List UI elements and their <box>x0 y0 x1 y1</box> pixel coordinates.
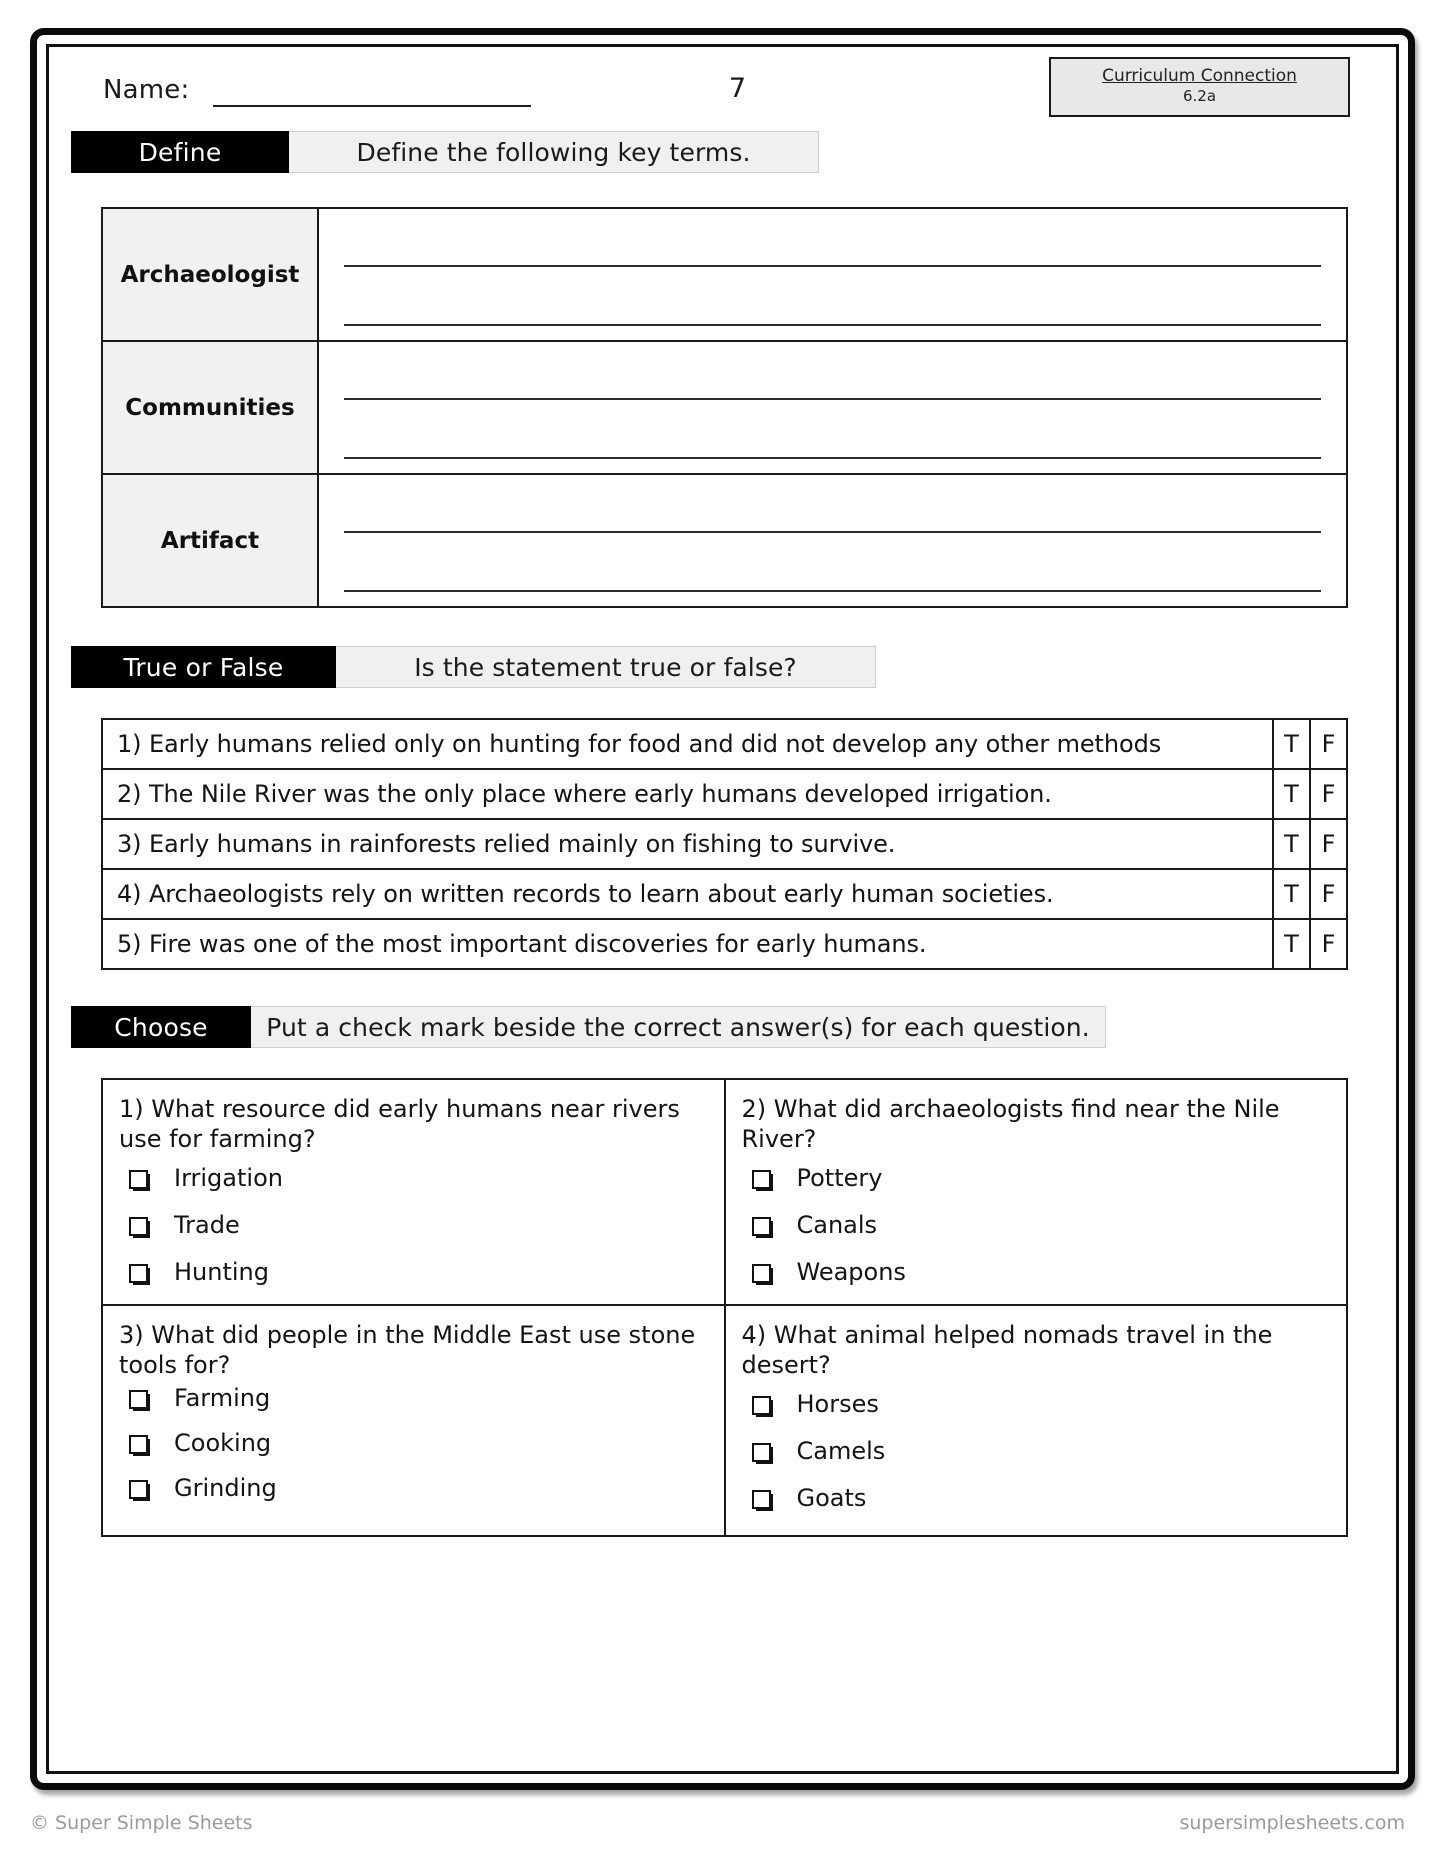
question-text: 1) What resource did early humans near rivers use for farming? <box>119 1095 680 1153</box>
true-false-statement: 3) Early humans in rainforests relied mainly on fishing to survive. <box>102 819 1273 869</box>
option-label: Weapons <box>796 1258 906 1286</box>
option-label: Cooking <box>174 1429 272 1457</box>
section-tag-choose: Choose <box>71 1006 251 1048</box>
name-write-line[interactable] <box>213 105 531 107</box>
write-line[interactable] <box>344 362 1321 400</box>
option-label: Canals <box>796 1211 878 1239</box>
checkbox-icon[interactable] <box>129 1170 148 1189</box>
option-row[interactable] <box>119 1211 708 1239</box>
option-row[interactable] <box>742 1484 1331 1512</box>
page-number: 7 <box>728 73 747 104</box>
define-term: Artifact <box>102 474 318 607</box>
curriculum-connection-title: Curriculum Connection <box>1102 66 1297 86</box>
question-text: 2) What did archaeologists find near the Nile River? <box>741 1095 1280 1153</box>
option-row[interactable] <box>119 1474 708 1502</box>
checkbox-icon[interactable] <box>752 1264 771 1283</box>
option-label: Irrigation <box>174 1164 283 1192</box>
table-row <box>102 869 1347 919</box>
question-text: 3) What did people in the Middle East use stone tools for? <box>119 1321 696 1379</box>
option-row[interactable] <box>742 1211 1331 1239</box>
false-option[interactable]: F <box>1310 919 1347 969</box>
write-line[interactable] <box>344 229 1321 267</box>
question-cell-3 <box>102 1305 725 1536</box>
option-list <box>119 1164 708 1286</box>
true-option[interactable]: T <box>1273 919 1310 969</box>
table-row <box>102 208 1347 341</box>
multiple-choice-table <box>101 1078 1348 1537</box>
option-list <box>742 1164 1331 1286</box>
section-tag-true-false: True or False <box>71 646 336 688</box>
option-label: Trade <box>174 1211 240 1239</box>
option-row[interactable] <box>119 1164 708 1192</box>
option-label: Pottery <box>796 1164 883 1192</box>
table-row <box>102 719 1347 769</box>
checkbox-icon[interactable] <box>129 1480 148 1499</box>
table-row <box>102 341 1347 474</box>
section-instruction-true-false: Is the statement true or false? <box>336 646 876 688</box>
worksheet-inner-border <box>46 44 1399 1774</box>
true-false-statement: 5) Fire was one of the most important discoveries for early humans. <box>102 919 1273 969</box>
table-row <box>102 769 1347 819</box>
true-false-statement: 1) Early humans relied only on hunting for food and did not develop any other methods <box>102 719 1273 769</box>
table-row <box>102 1305 1347 1536</box>
table-row <box>102 474 1347 607</box>
checkbox-icon[interactable] <box>752 1217 771 1236</box>
table-row <box>102 1079 1347 1305</box>
option-label: Camels <box>796 1437 886 1465</box>
table-row <box>102 919 1347 969</box>
false-option[interactable]: F <box>1310 769 1347 819</box>
option-list <box>742 1390 1331 1512</box>
page-footer <box>30 1812 1415 1834</box>
option-label: Hunting <box>174 1258 269 1286</box>
question-text: 4) What animal helped nomads travel in the desert? <box>741 1321 1273 1379</box>
write-line[interactable] <box>344 495 1321 533</box>
true-false-statement: 4) Archaeologists rely on written records to learn about early human societies. <box>102 869 1273 919</box>
checkbox-icon[interactable] <box>129 1390 148 1409</box>
table-row <box>102 819 1347 869</box>
true-false-table <box>101 718 1348 970</box>
name-label: Name: <box>103 75 190 105</box>
option-row[interactable] <box>742 1437 1331 1465</box>
false-option[interactable]: F <box>1310 719 1347 769</box>
true-option[interactable]: T <box>1273 819 1310 869</box>
checkbox-icon[interactable] <box>752 1490 771 1509</box>
section-header-choose <box>71 1006 1374 1048</box>
website-text: supersimplesheets.com <box>1179 1812 1405 1834</box>
define-answer-cell[interactable] <box>318 341 1347 474</box>
checkbox-icon[interactable] <box>129 1435 148 1454</box>
write-line[interactable] <box>344 421 1321 459</box>
option-row[interactable] <box>119 1258 708 1286</box>
option-row[interactable] <box>742 1258 1331 1286</box>
true-false-statement: 2) The Nile River was the only place where early humans developed irrigation. <box>102 769 1273 819</box>
question-cell-4 <box>725 1305 1348 1536</box>
section-header-true-false <box>71 646 1374 688</box>
option-label: Grinding <box>174 1474 277 1502</box>
section-tag-define: Define <box>71 131 289 173</box>
define-key-terms-table <box>101 207 1348 608</box>
checkbox-icon[interactable] <box>752 1443 771 1462</box>
checkbox-icon[interactable] <box>752 1396 771 1415</box>
question-cell-2 <box>725 1079 1348 1305</box>
curriculum-connection-code: 6.2a <box>1182 87 1217 106</box>
option-row[interactable] <box>742 1164 1331 1192</box>
copyright-text: © Super Simple Sheets <box>30 1812 253 1834</box>
question-cell-1 <box>102 1079 725 1305</box>
define-term: Archaeologist <box>102 208 318 341</box>
option-row[interactable] <box>742 1390 1331 1418</box>
option-label: Farming <box>174 1384 271 1412</box>
false-option[interactable]: F <box>1310 869 1347 919</box>
write-line[interactable] <box>344 554 1321 592</box>
true-option[interactable]: T <box>1273 769 1310 819</box>
section-header-define <box>71 131 1374 173</box>
define-term: Communities <box>102 341 318 474</box>
section-instruction-define: Define the following key terms. <box>289 131 819 173</box>
define-answer-cell[interactable] <box>318 474 1347 607</box>
worksheet-page <box>30 28 1415 1790</box>
true-option[interactable]: T <box>1273 869 1310 919</box>
write-line[interactable] <box>344 288 1321 326</box>
true-option[interactable]: T <box>1273 719 1310 769</box>
define-answer-cell[interactable] <box>318 208 1347 341</box>
option-row[interactable] <box>119 1384 708 1412</box>
checkbox-icon[interactable] <box>752 1170 771 1189</box>
false-option[interactable]: F <box>1310 819 1347 869</box>
option-list <box>119 1384 708 1502</box>
option-label: Goats <box>796 1484 867 1512</box>
checkbox-icon[interactable] <box>129 1264 148 1283</box>
checkbox-icon[interactable] <box>129 1217 148 1236</box>
option-label: Horses <box>796 1390 879 1418</box>
option-row[interactable] <box>119 1429 708 1457</box>
curriculum-connection-box <box>1049 57 1350 117</box>
worksheet-header <box>71 47 1374 125</box>
section-instruction-choose: Put a check mark beside the correct answer(s) for each question. <box>251 1006 1106 1048</box>
